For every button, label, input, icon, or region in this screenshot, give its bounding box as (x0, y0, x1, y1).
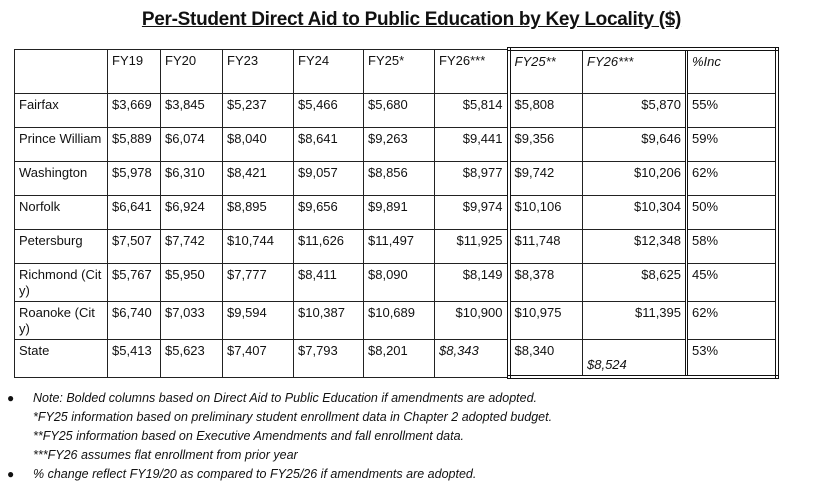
note-line (0, 408, 823, 427)
header-cell (15, 49, 108, 94)
value-cell: $9,646 (583, 128, 687, 162)
value-cell: $9,057 (294, 162, 364, 196)
locality-cell: State (15, 340, 108, 378)
locality-cell: Roanoke (City) (15, 302, 108, 340)
value-cell: $8,340 (509, 340, 583, 378)
value-cell: $5,767 (108, 264, 161, 302)
pct-cell: 59% (687, 128, 777, 162)
value-cell: $12,348 (583, 230, 687, 264)
value-cell: $10,387 (294, 302, 364, 340)
value-cell: $9,594 (223, 302, 294, 340)
value-cell: $6,074 (161, 128, 223, 162)
value-cell: $9,356 (509, 128, 583, 162)
value-cell: $9,974 (435, 196, 509, 230)
value-cell: $6,924 (161, 196, 223, 230)
value-cell: $5,870 (583, 94, 687, 128)
table-row (15, 94, 777, 128)
value-cell: $6,641 (108, 196, 161, 230)
value-cell: $5,889 (108, 128, 161, 162)
locality-cell: Norfolk (15, 196, 108, 230)
note-text: Note: Bolded columns based on Direct Aid to Public Education if amendments are adopted. (33, 391, 537, 405)
value-cell: $9,891 (364, 196, 435, 230)
header-cell: FY26*** (583, 49, 687, 94)
locality-cell: Fairfax (15, 94, 108, 128)
value-cell: $5,680 (364, 94, 435, 128)
note-line (0, 446, 823, 465)
value-cell: $11,626 (294, 230, 364, 264)
pct-cell: 62% (687, 162, 777, 196)
pct-cell: 58% (687, 230, 777, 264)
pct-cell: 62% (687, 302, 777, 340)
locality-cell: Washington (15, 162, 108, 196)
state-fy26-value: $8,524 (587, 357, 627, 372)
table-row (15, 162, 777, 196)
table-row (15, 196, 777, 230)
value-cell: $11,925 (435, 230, 509, 264)
value-cell: $5,814 (435, 94, 509, 128)
header-cell: FY24 (294, 49, 364, 94)
note-text: *FY25 information based on preliminary student enrollment data in Chapter 2 adopted budget. (33, 410, 553, 424)
value-cell: $11,395 (583, 302, 687, 340)
value-cell: $5,950 (161, 264, 223, 302)
table-row (15, 230, 777, 264)
locality-cell: Richmond (City) (15, 264, 108, 302)
header-cell: FY25* (364, 49, 435, 94)
value-cell: $7,507 (108, 230, 161, 264)
page-title: Per-Student Direct Aid to Public Education by Key Locality ($) (141, 9, 682, 30)
note-line (0, 389, 823, 408)
value-cell: $5,237 (223, 94, 294, 128)
value-cell: $8,411 (294, 264, 364, 302)
value-cell: $7,407 (223, 340, 294, 378)
value-cell: $8,977 (435, 162, 509, 196)
value-cell: $11,748 (509, 230, 583, 264)
value-cell: $5,978 (108, 162, 161, 196)
value-cell: $8,201 (364, 340, 435, 378)
value-cell: $3,669 (108, 94, 161, 128)
table-row (15, 340, 777, 378)
value-cell: $10,106 (509, 196, 583, 230)
pct-cell: 55% (687, 94, 777, 128)
aid-table (14, 47, 779, 379)
value-cell: $10,689 (364, 302, 435, 340)
value-cell: $10,744 (223, 230, 294, 264)
value-cell: $10,900 (435, 302, 509, 340)
value-cell: $8,040 (223, 128, 294, 162)
bullet-icon: ● (7, 391, 15, 405)
value-cell: $6,310 (161, 162, 223, 196)
header-cell: FY19 (108, 49, 161, 94)
pct-cell: 50% (687, 196, 777, 230)
header-cell: FY20 (161, 49, 223, 94)
value-cell: $7,033 (161, 302, 223, 340)
value-cell: $10,304 (583, 196, 687, 230)
value-cell: $5,808 (509, 94, 583, 128)
table-row (15, 264, 777, 302)
note-line (0, 465, 823, 484)
bullet-icon: ● (7, 467, 15, 481)
value-cell: $9,656 (294, 196, 364, 230)
value-cell: $8,641 (294, 128, 364, 162)
pct-cell: 53% (687, 340, 777, 378)
header-cell: FY26*** (435, 49, 509, 94)
value-cell: $7,777 (223, 264, 294, 302)
value-cell: $5,623 (161, 340, 223, 378)
notes (0, 389, 823, 484)
note-text: **FY25 information based on Executive Amendments and fall enrollment data. (33, 429, 465, 443)
value-cell: $11,497 (364, 230, 435, 264)
value-cell: $10,206 (583, 162, 687, 196)
value-cell: $7,742 (161, 230, 223, 264)
value-cell: $6,740 (108, 302, 161, 340)
value-cell: $8,421 (223, 162, 294, 196)
pct-cell: 45% (687, 264, 777, 302)
header-row (15, 49, 777, 94)
note-text: ***FY26 assumes flat enrollment from prior year (33, 448, 298, 462)
locality-cell: Petersburg (15, 230, 108, 264)
note-line (0, 427, 823, 446)
value-cell: $10,975 (509, 302, 583, 340)
value-cell: $7,793 (294, 340, 364, 378)
table-row (15, 302, 777, 340)
value-cell: $3,845 (161, 94, 223, 128)
value-cell: $5,413 (108, 340, 161, 378)
value-cell: $5,466 (294, 94, 364, 128)
value-cell: $8,895 (223, 196, 294, 230)
value-cell: $8,625 (583, 264, 687, 302)
header-cell: FY23 (223, 49, 294, 94)
note-text: % change reflect FY19/20 as compared to FY25/26 if amendments are adopted. (33, 467, 477, 481)
value-cell: $9,441 (435, 128, 509, 162)
header-cell: FY25** (509, 49, 583, 94)
value-cell: $8,856 (364, 162, 435, 196)
value-cell: $8,090 (364, 264, 435, 302)
table-row (15, 128, 777, 162)
value-cell: $9,742 (509, 162, 583, 196)
value-cell: $9,263 (364, 128, 435, 162)
value-cell (583, 340, 687, 378)
value-cell: $8,343 (435, 340, 509, 378)
value-cell: $8,378 (509, 264, 583, 302)
locality-cell: Prince William (15, 128, 108, 162)
header-cell: %Inc (687, 49, 777, 94)
value-cell: $8,149 (435, 264, 509, 302)
